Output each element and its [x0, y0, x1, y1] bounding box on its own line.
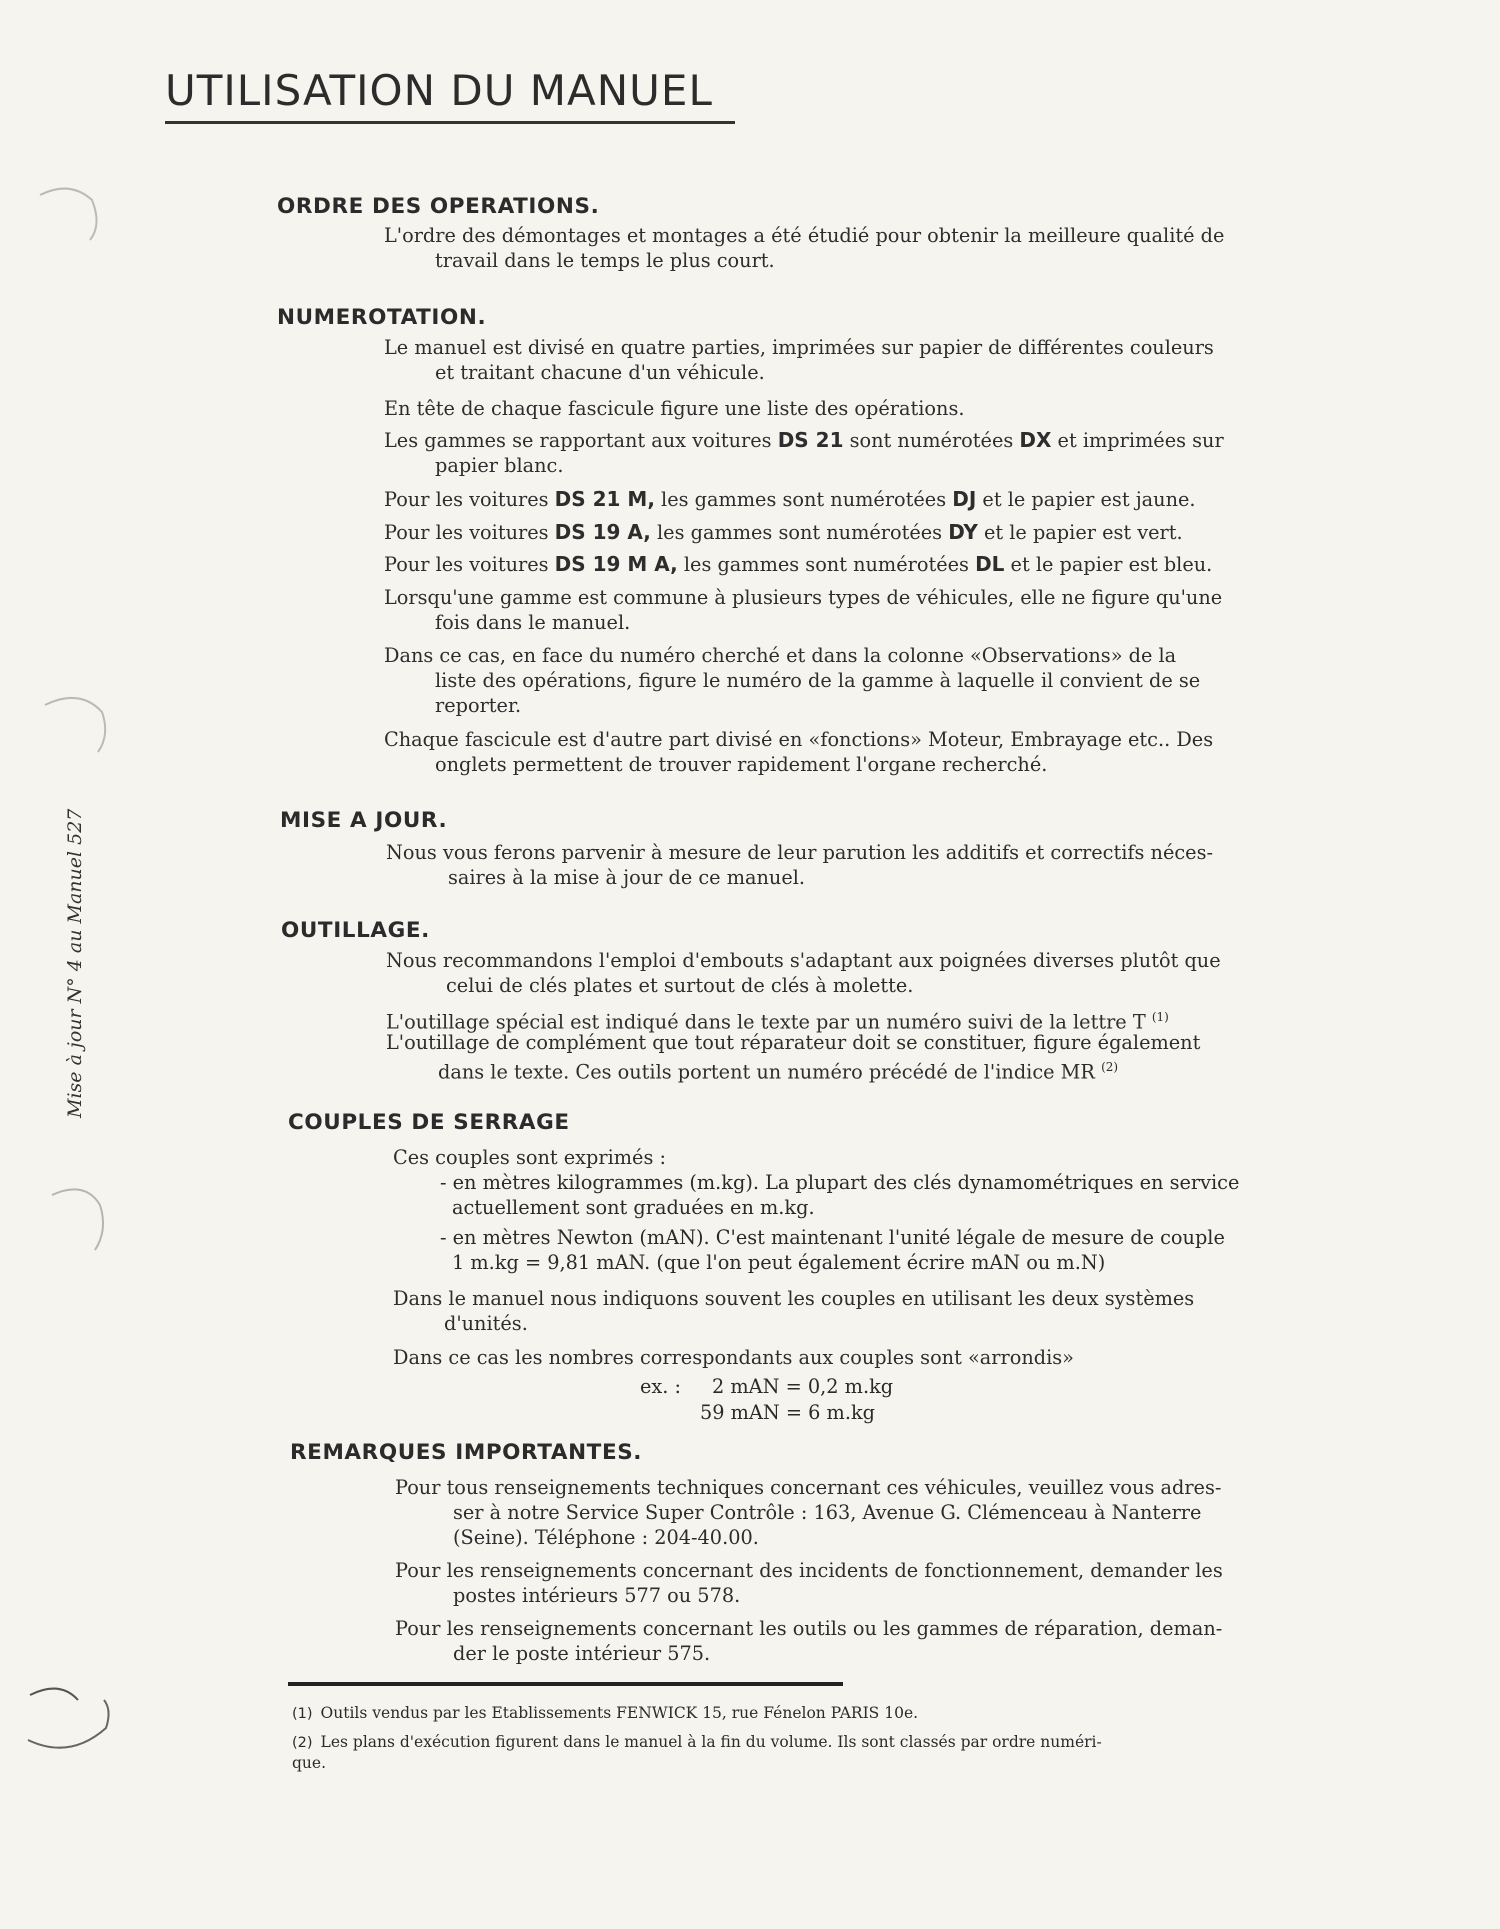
footnote-ref-2: (2): [1101, 1060, 1119, 1074]
para-line: Dans ce cas les nombres correspondants aux couples sont «arrondis»: [393, 1346, 1074, 1369]
model-ds19a: DS 19 A,: [554, 520, 651, 544]
para-couples-3: [393, 1345, 1328, 1370]
para-line: celui de clés plates et surtout de clés à molette.: [446, 974, 914, 997]
para-line: der le poste intérieur 575.: [453, 1642, 711, 1665]
heading-outillage: OUTILLAGE.: [281, 918, 430, 943]
example-line-2: 59 mAN = 6 m.kg: [700, 1401, 875, 1424]
side-note-revision: Mise à jour N° 4 au Manuel 527: [64, 808, 86, 1118]
footnote-ref-1: (1): [1151, 1010, 1169, 1024]
code-dy: DY: [948, 520, 978, 544]
para-line: Pour les renseignements concernant les outils ou les gammes de réparation, deman-: [395, 1617, 1223, 1640]
footnote-rule: [288, 1682, 843, 1686]
para-line: En tête de chaque fascicule figure une liste des opérations.: [384, 397, 965, 420]
para-num-2: [384, 396, 1319, 421]
heading-remarques: REMARQUES IMPORTANTES.: [290, 1440, 643, 1465]
para-num-8: [384, 643, 1319, 718]
para-line: L'ordre des démontages et montages a été étudié pour obtenir la meilleure qualité de: [384, 224, 1225, 247]
model-ds19ma: DS 19 M A,: [554, 552, 678, 576]
para-line: saires à la mise à jour de ce manuel.: [448, 866, 806, 889]
text-run: les gammes sont numérotées: [650, 521, 949, 544]
bullet-mkg: [440, 1170, 1330, 1220]
text-run: dans le texte. Ces outils portent un numéro précédé de l'indice MR: [438, 1060, 1095, 1084]
text-run: les gammes sont numérotées: [677, 553, 976, 576]
para-line: [386, 1055, 1321, 1084]
para-num-4: [384, 487, 1319, 512]
title-underline: [165, 121, 735, 124]
para-outillage-1: [386, 948, 1321, 998]
page-title: UTILISATION DU MANUEL: [165, 66, 713, 115]
para-line: [384, 428, 1319, 453]
para-line: [384, 552, 1319, 577]
para-line: Le manuel est divisé en quatre parties, imprimées sur papier de différentes couleurs: [384, 336, 1214, 359]
para-line: actuellement sont graduées en m.kg.: [452, 1196, 815, 1219]
para-line: [384, 487, 1319, 512]
para-num-7: [384, 585, 1319, 635]
text-run: Pour les voitures: [384, 553, 555, 576]
para-line: Pour tous renseignements techniques concernant ces véhicules, veuillez vous adres-: [395, 1476, 1222, 1499]
para-line: onglets permettent de trouver rapidement l'organe recherché.: [435, 753, 1048, 776]
para-num-5: [384, 520, 1319, 545]
para-num-6: [384, 552, 1319, 577]
para-line: papier blanc.: [435, 454, 564, 477]
example-label: ex. :: [640, 1375, 682, 1398]
para-line: et traitant chacune d'un véhicule.: [435, 361, 765, 384]
para-line: Pour les renseignements concernant des incidents de fonctionnement, demander les: [395, 1559, 1223, 1582]
text-run: et le papier est jaune.: [976, 488, 1196, 511]
para-line: ser à notre Service Super Contrôle : 163, Avenue G. Clémenceau à Nanterre: [453, 1501, 1202, 1524]
code-dj: DJ: [952, 487, 977, 511]
bullet-man: [440, 1225, 1330, 1275]
footnote-number: (2): [292, 1735, 313, 1751]
para-mise-a-jour: [386, 840, 1321, 890]
para-line: postes intérieurs 577 ou 578.: [453, 1584, 741, 1607]
heading-ordre: ORDRE DES OPERATIONS.: [277, 194, 600, 219]
para-line: Nous recommandons l'emploi d'embouts s'adaptant aux poignées diverses plutôt que: [386, 949, 1221, 972]
model-ds21m: DS 21 M,: [554, 487, 655, 511]
text-run: et le papier est bleu.: [1004, 553, 1213, 576]
para-line: reporter.: [435, 694, 522, 717]
text-run: et le papier est vert.: [977, 521, 1183, 544]
para-line: Nous vous ferons parvenir à mesure de leur parution les additifs et correctifs néces-: [386, 841, 1214, 864]
example-line-1: 2 mAN = 0,2 m.kg: [712, 1375, 894, 1398]
para-line: [384, 520, 1319, 545]
para-line: Lorsqu'une gamme est commune à plusieurs types de véhicules, elle ne figure qu'une: [384, 586, 1223, 609]
para-outillage-3: [386, 1030, 1321, 1084]
para-line: Dans ce cas, en face du numéro cherché et dans la colonne «Observations» de la: [384, 644, 1177, 667]
para-line: 1 m.kg = 9,81 mAN. (que l'on peut également écrire mAN ou m.N): [452, 1251, 1106, 1274]
text-run: les gammes sont numérotées: [654, 488, 953, 511]
footnote-text-cont: que.: [292, 1754, 327, 1772]
para-line: travail dans le temps le plus court.: [435, 249, 775, 272]
para-couples-2: [393, 1286, 1328, 1336]
text-run: et imprimées sur: [1051, 429, 1224, 452]
para-remarques-3: [395, 1616, 1330, 1666]
para-line: liste des opérations, figure le numéro de la gamme à laquelle il convient de se: [435, 669, 1201, 692]
para-num-9: [384, 727, 1319, 777]
para-line: L'outillage de complément que tout réparateur doit se constituer, figure également: [386, 1031, 1201, 1054]
text-run: Pour les voitures: [384, 488, 555, 511]
para-num-3: [384, 428, 1319, 478]
para-remarques-1: [395, 1475, 1330, 1550]
para-line: Chaque fascicule est d'autre part divisé en «fonctions» Moteur, Embrayage etc.. Des: [384, 728, 1214, 751]
heading-numerotation: NUMEROTATION.: [277, 305, 487, 330]
text-run: Pour les voitures: [384, 521, 555, 544]
text-run: L'outillage spécial est indiqué dans le texte par un numéro suivi de la lettre T: [386, 1010, 1146, 1034]
heading-couples: COUPLES DE SERRAGE: [288, 1110, 570, 1135]
para-line: Dans le manuel nous indiquons souvent les couples en utilisant les deux systèmes: [393, 1287, 1195, 1310]
para-line: - en mètres Newton (mAN). C'est maintenant l'unité légale de mesure de couple: [440, 1226, 1225, 1249]
model-ds21: DS 21: [777, 428, 844, 452]
para-remarques-2: [395, 1558, 1330, 1608]
para-line: fois dans le manuel.: [435, 611, 631, 634]
code-dl: DL: [975, 552, 1005, 576]
para-line: d'unités.: [444, 1312, 528, 1335]
para-line: Ces couples sont exprimés :: [393, 1146, 666, 1169]
footnote-number: (1): [292, 1706, 313, 1722]
para-ordre: [384, 223, 1319, 273]
code-dx: DX: [1019, 428, 1052, 452]
para-line: - en mètres kilogrammes (m.kg). La plupart des clés dynamométriques en service: [440, 1171, 1240, 1194]
para-couples-1: [393, 1145, 1328, 1170]
text-run: sont numérotées: [843, 429, 1020, 452]
footnote-1: [292, 1703, 1332, 1724]
footnote-text: Les plans d'exécution figurent dans le manuel à la fin du volume. Ils sont classés par ordre numéri-: [320, 1733, 1102, 1751]
footnote-text: Outils vendus par les Etablissements FENWICK 15, rue Fénelon PARIS 10e.: [320, 1704, 919, 1722]
para-line: (Seine). Téléphone : 204-40.00.: [453, 1526, 759, 1549]
text-run: Les gammes se rapportant aux voitures: [384, 429, 778, 452]
footnote-2: [292, 1732, 1332, 1773]
para-num-1: [384, 335, 1319, 385]
heading-mise-a-jour: MISE A JOUR.: [280, 808, 448, 833]
